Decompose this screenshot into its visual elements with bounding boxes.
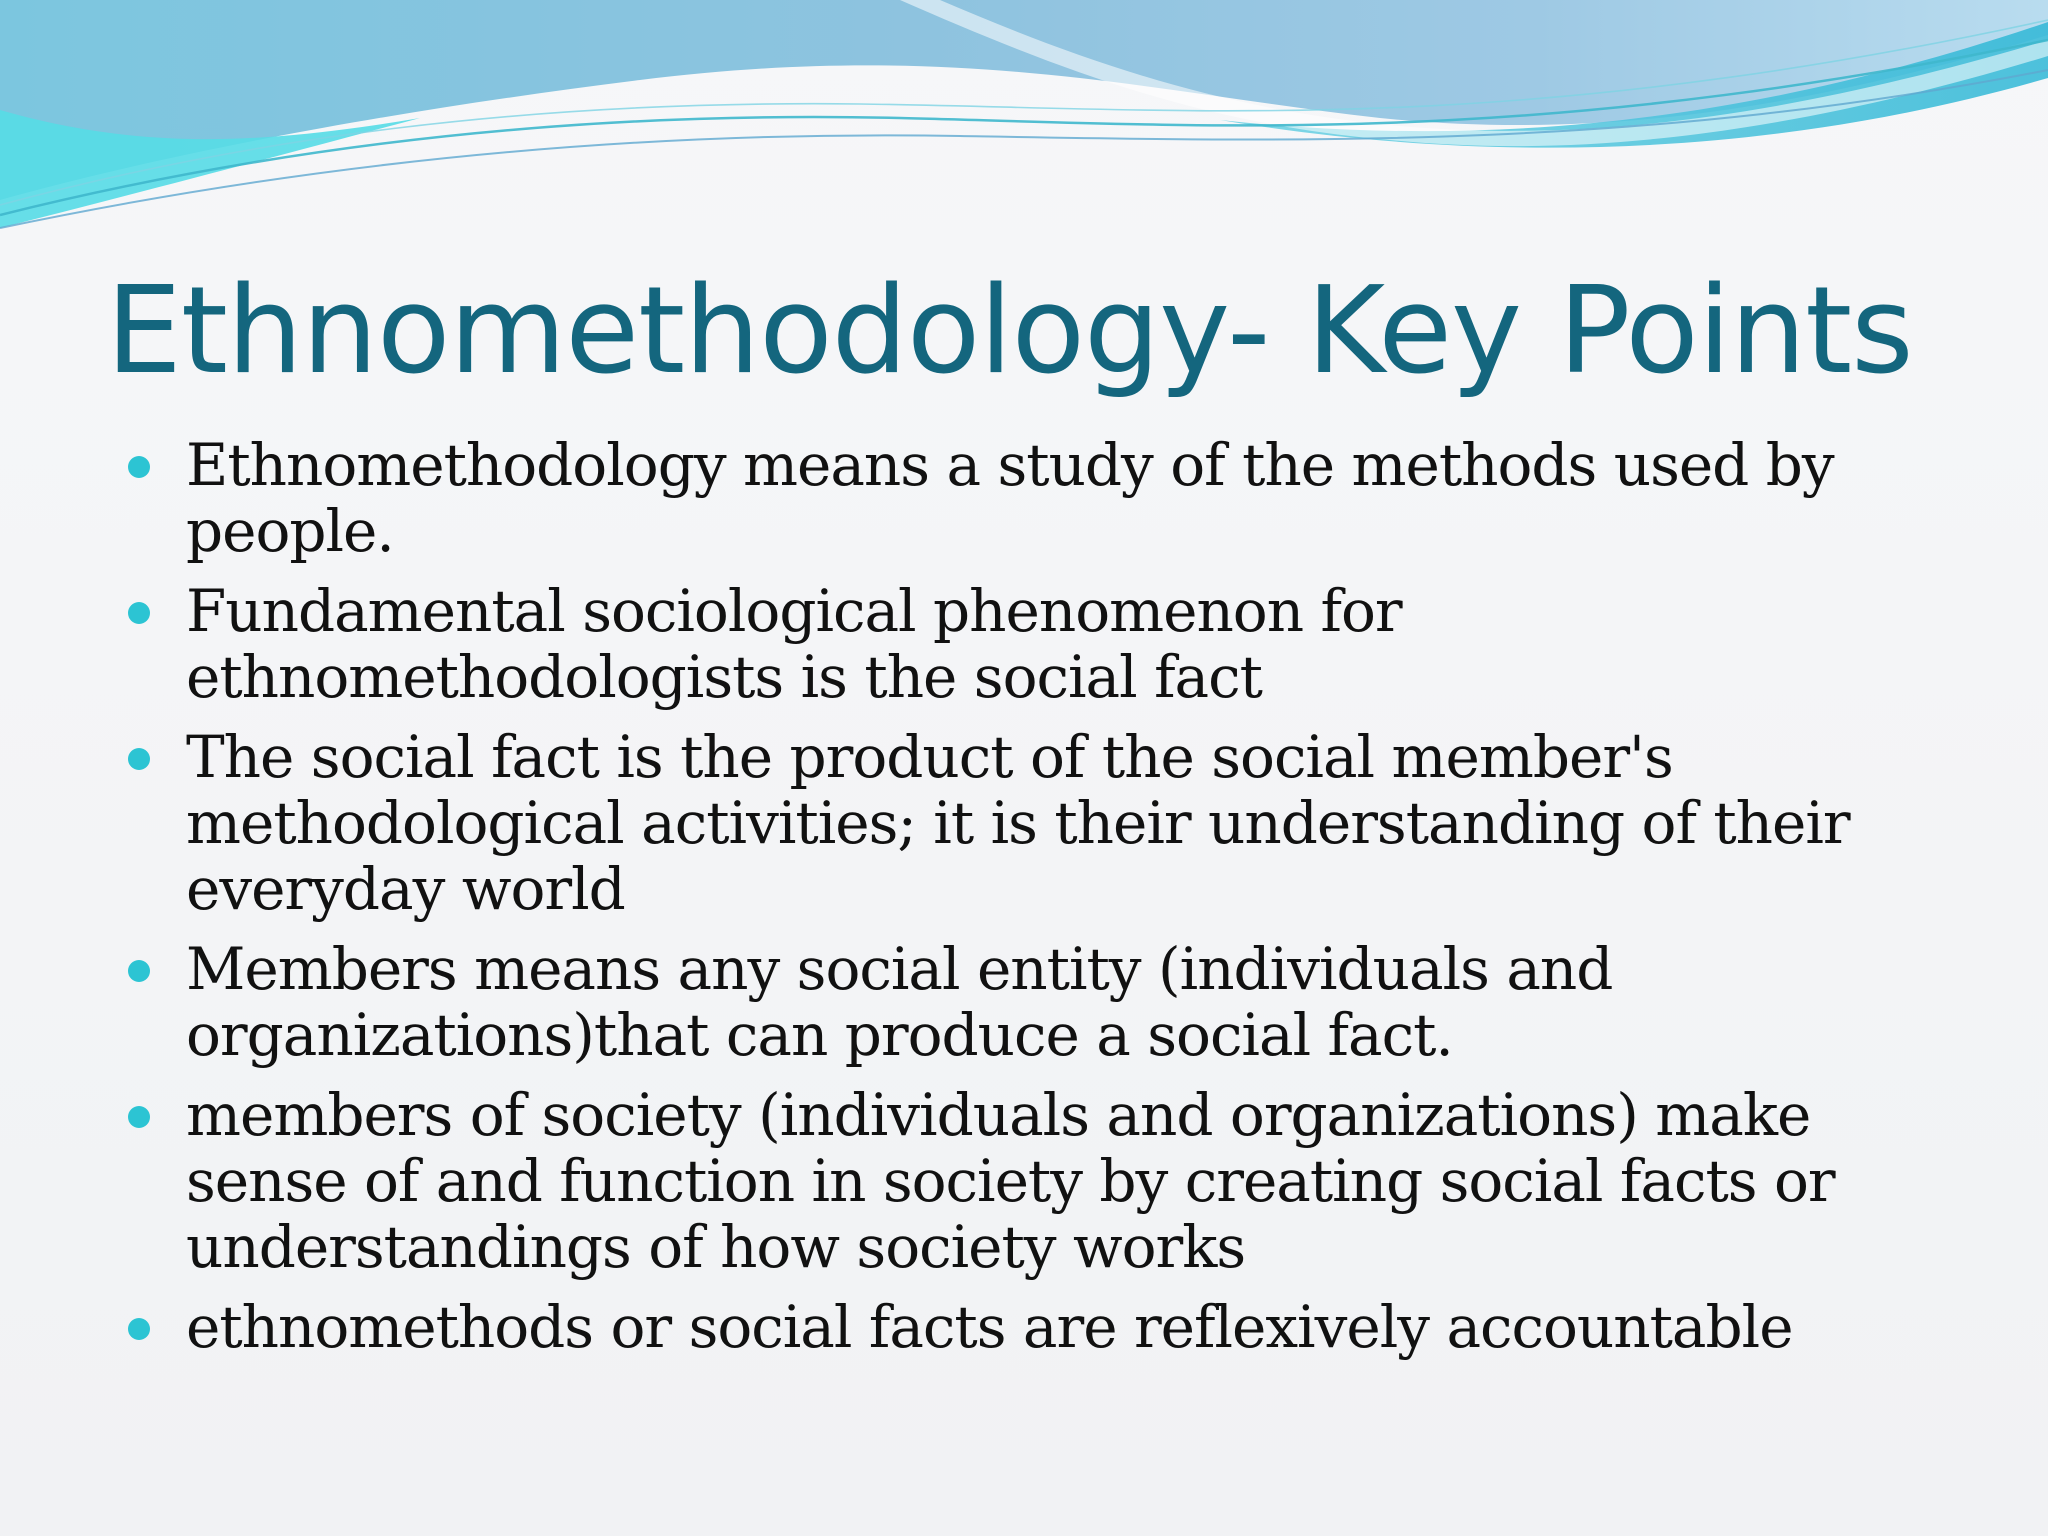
bullet-text: Fundamental sociological phenomenon for ethnomethodologists is the social fact bbox=[186, 577, 1402, 711]
bullet-text: ethnomethods or social facts are reflexively accountable bbox=[186, 1293, 1793, 1361]
wave-band-blue bbox=[0, 0, 2048, 200]
bullet-text: members of society (individuals and organizations) make sense of and function in society by creating social facts or understandings of how society works bbox=[186, 1081, 1835, 1281]
bullet-item bbox=[128, 724, 1928, 922]
bullet-dot-icon bbox=[128, 960, 150, 982]
bullet-dot-icon bbox=[128, 456, 150, 478]
bullet-item bbox=[128, 578, 1928, 710]
bullet-dot-icon bbox=[128, 1106, 150, 1128]
bullet-text: Members means any social entity (individuals and organizations)that can produce a social fact. bbox=[186, 935, 1613, 1069]
bullet-dot-icon bbox=[128, 748, 150, 770]
bullet-list bbox=[128, 432, 1928, 1374]
bullet-dot-icon bbox=[128, 602, 150, 624]
wave-banner-decoration bbox=[0, 0, 2048, 240]
bullet-item bbox=[128, 1294, 1928, 1360]
bullet-item bbox=[128, 432, 1928, 564]
bullet-item bbox=[128, 936, 1928, 1068]
bullet-text: The social fact is the product of the social member's methodological activities; it is their understanding of their everyday world bbox=[186, 723, 1850, 923]
slide-title: Ethnomethodology- Key Points bbox=[106, 262, 1913, 401]
bullet-text: Ethnomethodology means a study of the methods used by people. bbox=[186, 431, 1834, 565]
bullet-item bbox=[128, 1082, 1928, 1280]
bullet-dot-icon bbox=[128, 1318, 150, 1340]
